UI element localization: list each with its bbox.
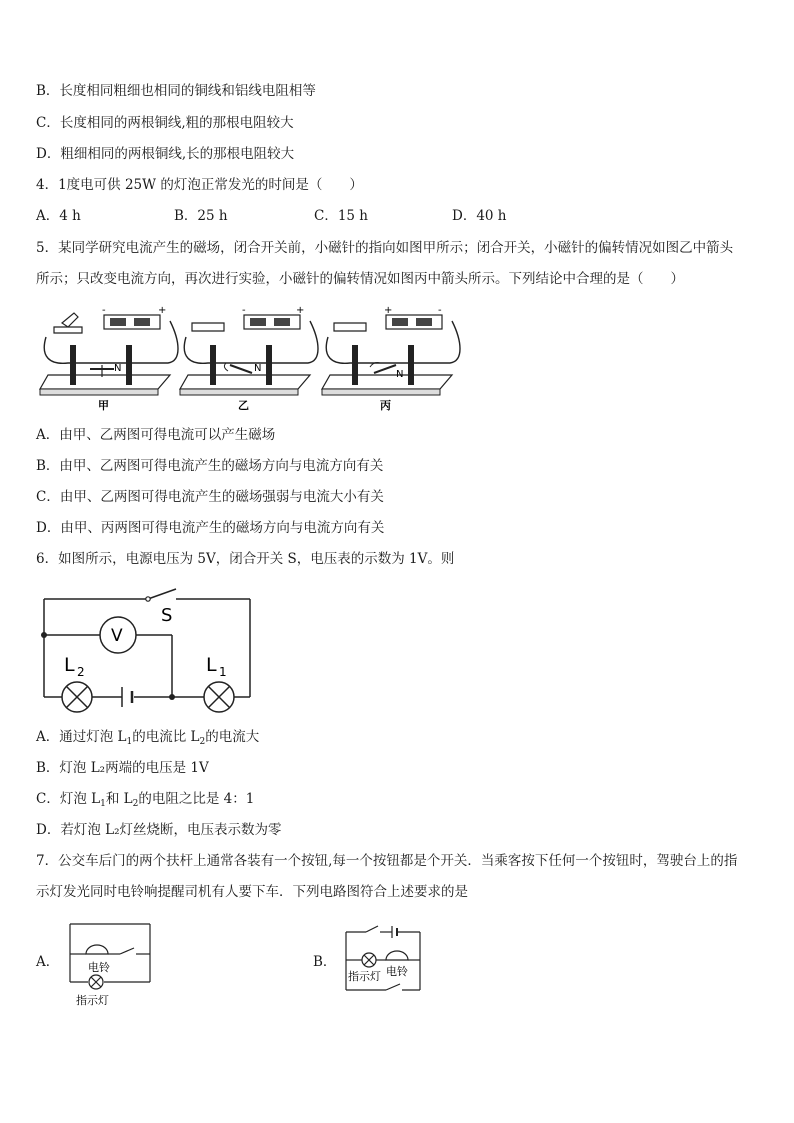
plus-sign: +: [158, 305, 167, 316]
bell-label: 电铃: [386, 965, 408, 978]
q4-options: [36, 207, 736, 225]
q7-option-b-label: B．: [313, 954, 337, 970]
indicator-lamp-label: 指示灯: [76, 994, 109, 1007]
q4-option-b: B．25 h: [174, 208, 228, 224]
lamp-l2-label: L: [64, 654, 75, 676]
q7-stem-line1: 7．公交车后门的两个扶杆上通常各装有一个按钮,每一个按钮都是个开关．当乘客按下任何一个按钮时，驾驶台上的指: [36, 853, 738, 869]
q3-option-b: B．长度相同粗细也相同的铜线和铝线电阻相等: [36, 83, 316, 99]
q5-option-a: A．由甲、乙两图可得电流可以产生磁场: [36, 427, 276, 443]
q6-circuit: [40, 583, 255, 718]
q4-option-d: D．40 h: [452, 208, 507, 224]
q3-option-c: C．长度相同的两根铜线,粗的那根电阻较大: [36, 115, 294, 131]
panel-bing: [322, 305, 460, 412]
q6-option-d: D．若灯泡 L₂灯丝烧断，电压表示数为零: [36, 822, 282, 838]
q7-option-a-label: A．: [36, 954, 60, 970]
lamp-l2-sub: 2: [77, 665, 85, 679]
q3-option-d: D．粗细相同的两根铜线,长的那根电阻较大: [36, 146, 295, 162]
q4-option-a: A．4 h: [36, 208, 81, 224]
north-label: N: [254, 363, 262, 374]
q5-option-b: B．由甲、乙两图可得电流产生的磁场方向与电流方向有关: [36, 458, 384, 474]
q6-option-b: B．灯泡 L₂两端的电压是 1V: [36, 760, 209, 776]
north-label: N: [396, 369, 404, 380]
plus-sign: +: [384, 305, 393, 316]
indicator-lamp-label: 指示灯: [348, 970, 381, 983]
q5-option-c: C．由甲、乙两图可得电流产生的磁场强弱与电流大小有关: [36, 489, 384, 505]
lamp-l1-sub: 1: [219, 665, 227, 679]
q5-option-d: D．由甲、丙两图可得电流产生的磁场方向与电流方向有关: [36, 520, 385, 536]
q7-stem-line2: 示灯发光同时电铃响提醒司机有人要下车．下列电路图符合上述要求的是: [36, 884, 468, 900]
minus-sign: -: [102, 305, 106, 316]
plus-sign: +: [296, 305, 305, 316]
q6-option-c: C．灯泡 $L_1$和 $L_2$的电阻之比是 4：1: [36, 791, 255, 809]
panel-jia: [40, 305, 178, 412]
q4-stem: 4．1度电可供 25W 的灯泡正常发光的时间是（ ）: [36, 177, 363, 193]
minus-sign: -: [438, 305, 442, 316]
q5-stem-line2: 所示；只改变电流方向，再次进行实验，小磁针的偏转情况如图丙中箭头所示。下列结论中合理的是（ ）: [36, 271, 684, 287]
q6-stem: 6．如图所示，电源电压为 5V，闭合开关 S，电压表的示数为 1V。则: [36, 551, 455, 567]
label-yi: 乙: [238, 399, 249, 412]
q5-stem-line1: 5．某同学研究电流产生的磁场，闭合开关前，小磁针的指向如图甲所示；闭合开关，小磁针的偏转情况如图乙中箭头: [36, 240, 734, 256]
q7-circuit-b: [342, 918, 427, 998]
label-jia: 甲: [98, 399, 109, 412]
north-label: N: [114, 363, 122, 374]
bell-label: 电铃: [88, 961, 110, 974]
minus-sign: -: [242, 305, 246, 316]
q6-option-a: A．通过灯泡 $L_1$的电流比 $L_2$的电流大: [36, 729, 260, 747]
switch-label: S: [161, 605, 173, 626]
lamp-l1-label: L: [206, 654, 217, 676]
q5-figure: [40, 305, 460, 415]
q4-option-c: C．15 h: [314, 208, 368, 224]
voltmeter-label: V: [111, 626, 123, 646]
label-bing: 丙: [380, 399, 391, 412]
q7-circuit-a: [64, 918, 159, 1010]
panel-yi: [180, 305, 318, 412]
